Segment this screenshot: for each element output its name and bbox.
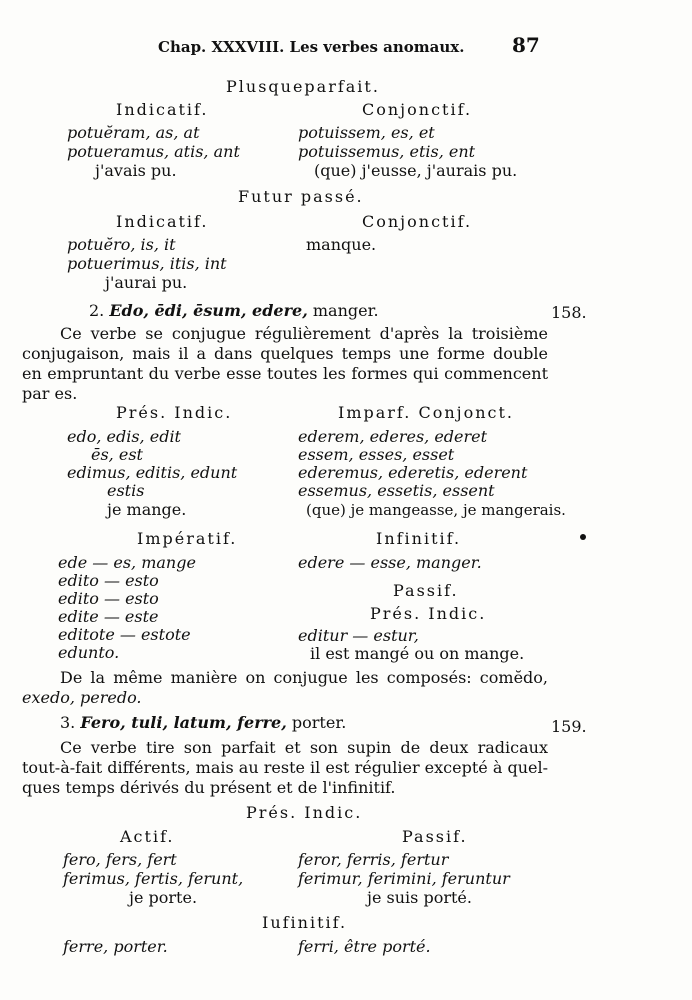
conj-line: potuĕro, is, it (67, 235, 176, 254)
label-passif: Passif. (393, 581, 459, 600)
label-conjonctif: Conjonctif. (362, 100, 473, 119)
margin-number: 159. (551, 717, 587, 736)
label-conjonctif: Conjonctif. (362, 212, 473, 231)
conj-line: edito — esto (58, 589, 159, 608)
conj-line: ēs, est (91, 445, 143, 464)
conj-line: ederem, ederes, ederet (298, 427, 488, 446)
para-line: conjugaison, mais il a dans quelques temps une forme double (22, 344, 548, 363)
para-line: exedo, peredo. (22, 688, 142, 707)
label-indicatif: Indicatif. (116, 212, 209, 231)
conj-line: feror, ferris, fertur (298, 850, 449, 869)
label-infinitif: Iufinitif. (262, 913, 348, 932)
conj-line: potuerimus, itis, int (67, 254, 227, 273)
conj-line: potuissem, es, et (298, 123, 435, 142)
label-pres-indic: Prés. Indic. (246, 803, 363, 822)
conj-line: potueramus, atis, ant (67, 142, 240, 161)
para-line: tout-à-fait différents, mais au reste il est régulier excepté à quel- (22, 758, 548, 777)
conj-line: edunto. (58, 643, 120, 662)
conj-line: edimus, editis, edunt (67, 463, 238, 482)
conj-line: (que) je mangeasse, je mangerais. (306, 501, 566, 519)
conj-line: edito — esto (58, 571, 159, 590)
conj-line: j'avais pu. (95, 161, 177, 180)
conj-line: je mange. (107, 500, 187, 519)
section-title-futur: Futur passé. (238, 187, 364, 206)
conj-line: edo, edis, edit (67, 427, 181, 446)
conj-line: je porte. (129, 888, 198, 907)
conj-line: potuissemus, etis, ent (298, 142, 476, 161)
conj-line: ederemus, ederetis, ederent (298, 463, 528, 482)
conj-line: manque. (306, 235, 377, 254)
ink-mark (580, 534, 586, 540)
conj-line: edite — este (58, 607, 159, 626)
para-line: Ce verbe tire son parfait et son supin de deux radicaux (60, 738, 548, 757)
conj-line: je suis porté. (367, 888, 472, 907)
conj-line: il est mangé ou on mange. (310, 644, 525, 663)
heading-latin: Fero, tuli, latum, ferre, (80, 713, 287, 732)
conj-line: editote — estote (58, 625, 191, 644)
para-line: par es. (22, 384, 78, 403)
conj-line: essemus, essetis, essent (298, 481, 495, 500)
conj-line: ferre, porter. (63, 937, 168, 956)
label-imperatif: Impératif. (137, 529, 238, 548)
verb-heading-fero (60, 714, 346, 732)
label-actif: Actif. (120, 827, 175, 846)
conj-line: editur — estur, (298, 626, 419, 645)
verb-heading-edo (89, 302, 379, 320)
para-line: De la même manière on conjugue les composés: comĕdo, (60, 668, 548, 687)
conj-line: j'aurai pu. (105, 273, 188, 292)
label-infinitif: Infinitif. (376, 529, 462, 548)
conj-line: edere — esse, manger. (298, 553, 482, 572)
page-number: 87 (512, 33, 540, 57)
section-title-plusqueparfait: Plusqueparfait. (226, 77, 380, 96)
conj-line: estis (107, 481, 145, 500)
conj-line: potuĕram, as, at (67, 123, 200, 142)
conj-line: essem, esses, esset (298, 445, 455, 464)
conj-line: ede — es, mange (58, 553, 196, 572)
para-line: en empruntant du verbe esse toutes les formes qui commencent (22, 364, 548, 383)
label-pres-indic: Prés. Indic. (116, 403, 233, 422)
conj-line: fero, fers, fert (63, 850, 177, 869)
para-line: ques temps dérivés du présent et de l'infinitif. (22, 778, 396, 797)
paragraph-edo (22, 324, 548, 404)
conj-line: (que) j'eusse, j'aurais pu. (314, 161, 518, 180)
conj-line: ferimur, ferimini, feruntur (298, 869, 510, 888)
para-line: Ce verbe se conjugue régulièrement d'après la troisième (60, 324, 548, 343)
margin-number: 158. (551, 303, 587, 322)
label-imparf-conjonct: Imparf. Conjonct. (338, 403, 514, 422)
label-passif: Passif. (402, 827, 468, 846)
paragraph-fero (22, 738, 548, 798)
paragraph-composes (22, 668, 548, 708)
running-header: Chap. XXXVIII. Les verbes anomaux. (158, 38, 465, 56)
heading-latin: Edo, ēdi, ēsum, edere, (109, 301, 308, 320)
conj-line: ferimus, fertis, ferunt, (63, 869, 244, 888)
label-pres-indic: Prés. Indic. (370, 604, 487, 623)
label-indicatif: Indicatif. (116, 100, 209, 119)
heading-french: manger. (312, 301, 379, 320)
heading-number: 3. (60, 713, 76, 732)
heading-french: porter. (291, 713, 347, 732)
conj-line: ferri, être porté. (298, 937, 431, 956)
heading-number: 2. (89, 301, 105, 320)
